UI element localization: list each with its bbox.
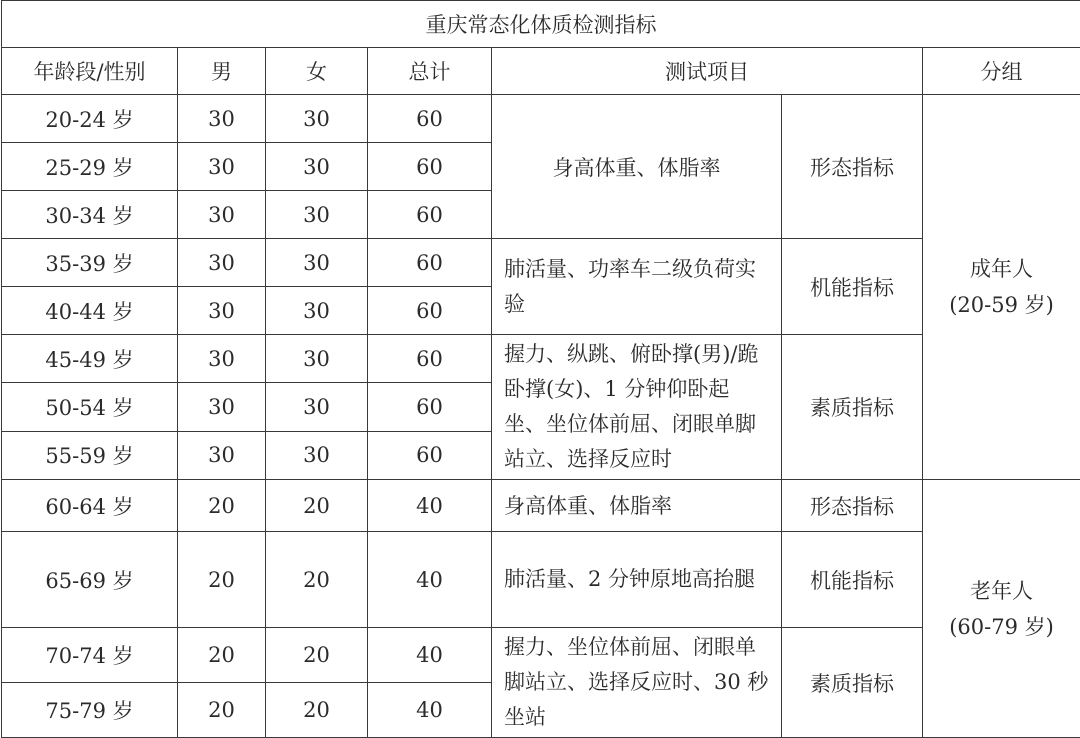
female-cell: 30: [266, 239, 368, 287]
table-row: [2, 95, 1080, 143]
table-row: [2, 628, 1080, 683]
total-cell: 40: [368, 628, 492, 683]
test-item-cell: 身高体重、体脂率: [492, 480, 782, 532]
total-cell: 60: [368, 287, 492, 335]
group-adult-cell: [923, 95, 1080, 480]
test-item-cell: 身高体重、体脂率: [492, 95, 782, 239]
female-cell: 30: [266, 143, 368, 191]
group-name: 成年人: [923, 251, 1080, 287]
male-cell: 30: [178, 191, 266, 239]
test-item-cell: 肺活量、2 分钟原地高抬腿: [492, 532, 782, 628]
male-cell: 30: [178, 383, 266, 431]
table-row: [2, 239, 1080, 287]
age-cell: 30-34 岁: [2, 191, 178, 239]
test-category-cell: 素质指标: [782, 335, 923, 480]
age-cell: 75-79 岁: [2, 683, 178, 738]
age-cell: 55-59 岁: [2, 431, 178, 479]
total-cell: 40: [368, 532, 492, 628]
total-cell: 60: [368, 383, 492, 431]
total-cell: 60: [368, 431, 492, 479]
table-title: 重庆常态化体质检测指标: [2, 1, 1080, 48]
male-cell: 30: [178, 287, 266, 335]
male-cell: 20: [178, 532, 266, 628]
total-cell: 60: [368, 191, 492, 239]
table-row: [2, 335, 1080, 383]
female-cell: 30: [266, 191, 368, 239]
total-cell: 40: [368, 683, 492, 738]
test-category-cell: 机能指标: [782, 532, 923, 628]
male-cell: 30: [178, 239, 266, 287]
fitness-indicator-table: [1, 0, 1080, 738]
male-cell: 30: [178, 143, 266, 191]
group-senior-cell: [923, 480, 1080, 738]
age-cell: 35-39 岁: [2, 239, 178, 287]
test-category-cell: 形态指标: [782, 480, 923, 532]
total-cell: 60: [368, 143, 492, 191]
test-item-cell: 肺活量、功率车二级负荷实验: [492, 239, 782, 335]
female-cell: 30: [266, 95, 368, 143]
total-cell: 60: [368, 335, 492, 383]
male-cell: 20: [178, 683, 266, 738]
male-cell: 30: [178, 431, 266, 479]
total-cell: 40: [368, 480, 492, 532]
female-cell: 20: [266, 683, 368, 738]
header-total: 总计: [368, 48, 492, 95]
header-age-gender: 年龄段/性别: [2, 48, 178, 95]
test-category-cell: 形态指标: [782, 95, 923, 239]
female-cell: 30: [266, 431, 368, 479]
female-cell: 30: [266, 335, 368, 383]
table-row: [2, 480, 1080, 532]
header-male: 男: [178, 48, 266, 95]
age-cell: 25-29 岁: [2, 143, 178, 191]
age-cell: 20-24 岁: [2, 95, 178, 143]
header-test-items: 测试项目: [492, 48, 923, 95]
test-item-cell: 握力、坐位体前屈、闭眼单脚站立、选择反应时、30 秒坐站: [492, 628, 782, 738]
age-cell: 65-69 岁: [2, 532, 178, 628]
male-cell: 30: [178, 95, 266, 143]
header-female: 女: [266, 48, 368, 95]
group-name: 老年人: [923, 573, 1080, 609]
age-cell: 60-64 岁: [2, 480, 178, 532]
table-row: [2, 532, 1080, 628]
female-cell: 30: [266, 383, 368, 431]
age-cell: 45-49 岁: [2, 335, 178, 383]
female-cell: 20: [266, 532, 368, 628]
age-cell: 40-44 岁: [2, 287, 178, 335]
total-cell: 60: [368, 95, 492, 143]
age-cell: 50-54 岁: [2, 383, 178, 431]
test-category-cell: 素质指标: [782, 628, 923, 738]
male-cell: 20: [178, 480, 266, 532]
female-cell: 20: [266, 628, 368, 683]
female-cell: 30: [266, 287, 368, 335]
header-group: 分组: [923, 48, 1080, 95]
male-cell: 20: [178, 628, 266, 683]
group-range: (20-59 岁): [923, 287, 1080, 323]
test-category-cell: 机能指标: [782, 239, 923, 335]
header-row: [2, 48, 1080, 95]
female-cell: 20: [266, 480, 368, 532]
male-cell: 30: [178, 335, 266, 383]
group-range: (60-79 岁): [923, 609, 1080, 645]
age-cell: 70-74 岁: [2, 628, 178, 683]
total-cell: 60: [368, 239, 492, 287]
test-item-cell: 握力、纵跳、俯卧撑(男)/跪卧撑(女)、1 分钟仰卧起坐、坐位体前屈、闭眼单脚站立、选择反应时: [492, 335, 782, 480]
